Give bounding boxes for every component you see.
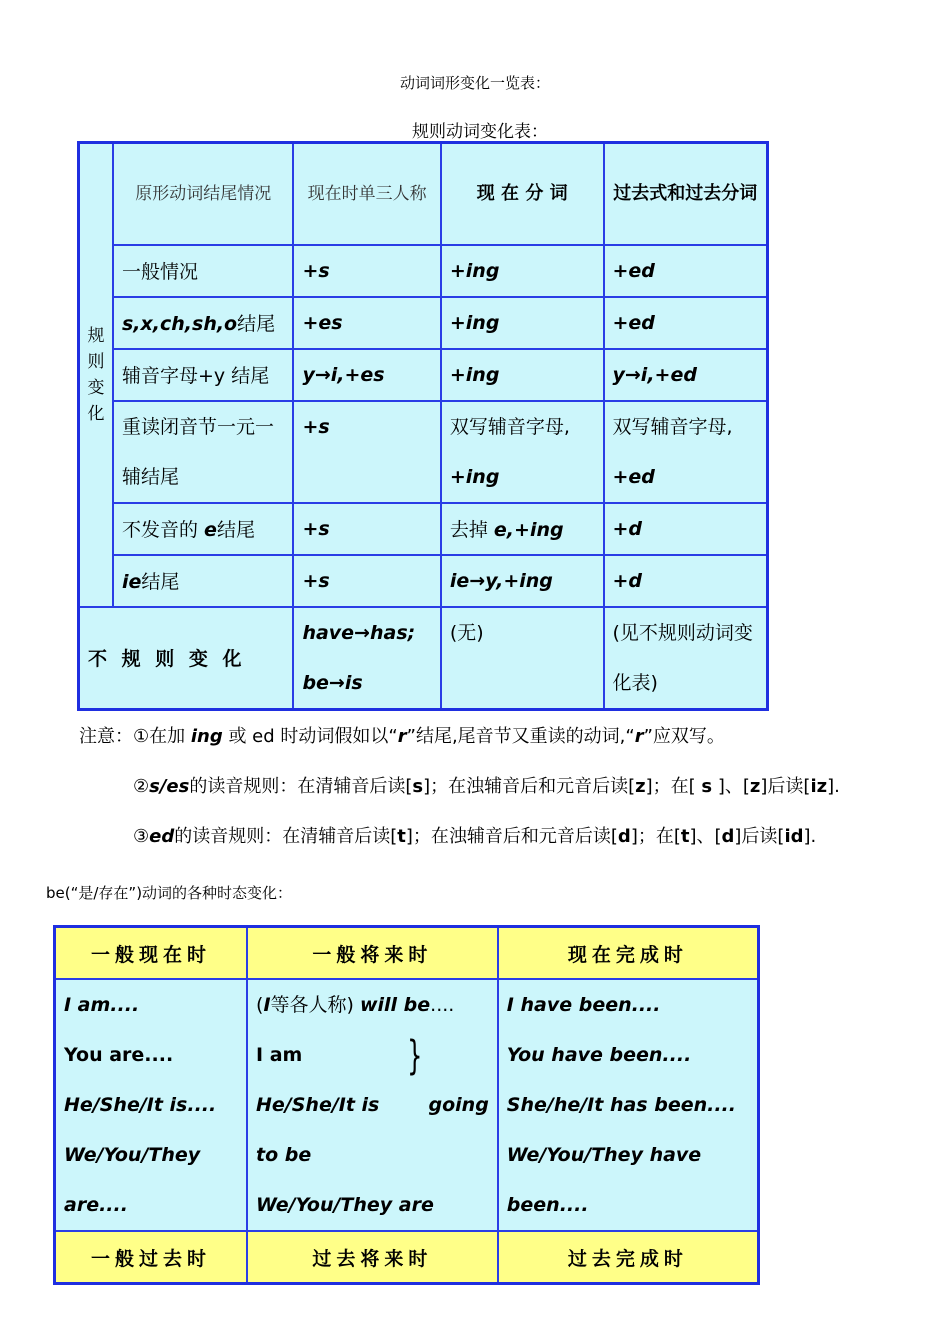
ed-cell: +d bbox=[604, 503, 768, 555]
third-person-cell: +s bbox=[293, 245, 440, 297]
third-person-cell: y→i,+es bbox=[293, 349, 440, 401]
ed-cell: y→i,+ed bbox=[604, 349, 768, 401]
note-3: ③ed的读音规则：在清辅音后读[t]；在浊辅音后和元音后读[d]；在[t]、[d]后读[id]. bbox=[133, 826, 817, 847]
ing-cell: ie→y,+ing bbox=[441, 555, 604, 607]
ing-cell: (无) bbox=[441, 607, 604, 710]
ed-cell: +ed bbox=[604, 245, 768, 297]
ing-cell: 双写辅音字母, +ing bbox=[441, 401, 604, 503]
regular-verb-table bbox=[77, 141, 769, 711]
be-section-heading: be(“是/存在”)动词的各种时态变化： bbox=[46, 884, 293, 902]
future-forms-cell: (I等各人称) will be.... I am } He/She/It is going to be We/You/They are bbox=[247, 979, 498, 1231]
table-header-row bbox=[79, 143, 768, 245]
note-2: ②s/es的读音规则：在清辅音后读[s]；在浊辅音后和元音后读[z]；在[ s ]、[z]后读[iz]. bbox=[133, 776, 840, 797]
header-ending: 原形动词结尾情况 bbox=[113, 143, 293, 245]
be-footer-row bbox=[55, 1231, 759, 1284]
ed-cell: +ed bbox=[604, 297, 768, 349]
table-row bbox=[79, 349, 768, 401]
third-person-cell: +s bbox=[293, 401, 440, 503]
ing-cell: +ing bbox=[441, 349, 604, 401]
third-person-cell: +s bbox=[293, 503, 440, 555]
third-person-cell: have→has; be→is bbox=[293, 607, 440, 710]
header-simple-present: 一般现在时 bbox=[55, 927, 248, 980]
header-past: 过去式和过去分词 bbox=[604, 143, 768, 245]
ed-cell: (见不规则动词变 化表) bbox=[604, 607, 768, 710]
header-simple-future: 一般将来时 bbox=[247, 927, 498, 980]
header-third-person: 现在时单三人称 bbox=[293, 143, 440, 245]
table-row bbox=[79, 503, 768, 555]
right-brace-icon: } bbox=[407, 1032, 423, 1079]
page-title: 动词词形变化一览表： bbox=[399, 74, 550, 92]
ending-cell: s,x,ch,sh,o结尾 bbox=[113, 297, 293, 349]
note-1: 注意：①在加 ing 或 ed 时动词假如以“r”结尾,尾音节又重读的动词,“r”应双写。 bbox=[79, 726, 725, 747]
present-forms-cell: I am.... You are.... He/She/It is.... We/You/They are.... bbox=[55, 979, 248, 1231]
table-row bbox=[79, 245, 768, 297]
header-present-participle: 现 在 分 词 bbox=[441, 143, 604, 245]
table-row bbox=[79, 297, 768, 349]
be-tense-table bbox=[53, 925, 760, 1285]
irregular-row bbox=[79, 607, 768, 710]
ed-cell: 双写辅音字母, +ed bbox=[604, 401, 768, 503]
ending-cell: 辅音字母+y 结尾 bbox=[113, 349, 293, 401]
ending-cell: 不发音的 e结尾 bbox=[113, 503, 293, 555]
third-person-cell: +s bbox=[293, 555, 440, 607]
ending-cell: 一般情况 bbox=[113, 245, 293, 297]
ing-cell: 去掉 e,+ing bbox=[441, 503, 604, 555]
header-present-perfect: 现在完成时 bbox=[498, 927, 759, 980]
side-label-regular: 规 则 变 化 bbox=[79, 143, 114, 607]
header-past-perfect: 过去完成时 bbox=[498, 1231, 759, 1284]
irregular-label: 不 规 则 变 化 bbox=[79, 607, 294, 710]
ed-cell: +d bbox=[604, 555, 768, 607]
table-row bbox=[79, 555, 768, 607]
header-past-future: 过去将来时 bbox=[247, 1231, 498, 1284]
be-body-row bbox=[55, 979, 759, 1231]
third-person-cell: +es bbox=[293, 297, 440, 349]
header-simple-past: 一般过去时 bbox=[55, 1231, 248, 1284]
ing-cell: +ing bbox=[441, 245, 604, 297]
table-row bbox=[79, 401, 768, 503]
ing-cell: +ing bbox=[441, 297, 604, 349]
regular-table-title: 规则动词变化表： bbox=[412, 122, 548, 142]
ending-cell: ie结尾 bbox=[113, 555, 293, 607]
be-header-row bbox=[55, 927, 759, 980]
perfect-forms-cell: I have been.... You have been.... She/he/It has been.... We/You/They have been.... bbox=[498, 979, 759, 1231]
ending-cell: 重读闭音节一元一辅结尾 bbox=[113, 401, 293, 503]
